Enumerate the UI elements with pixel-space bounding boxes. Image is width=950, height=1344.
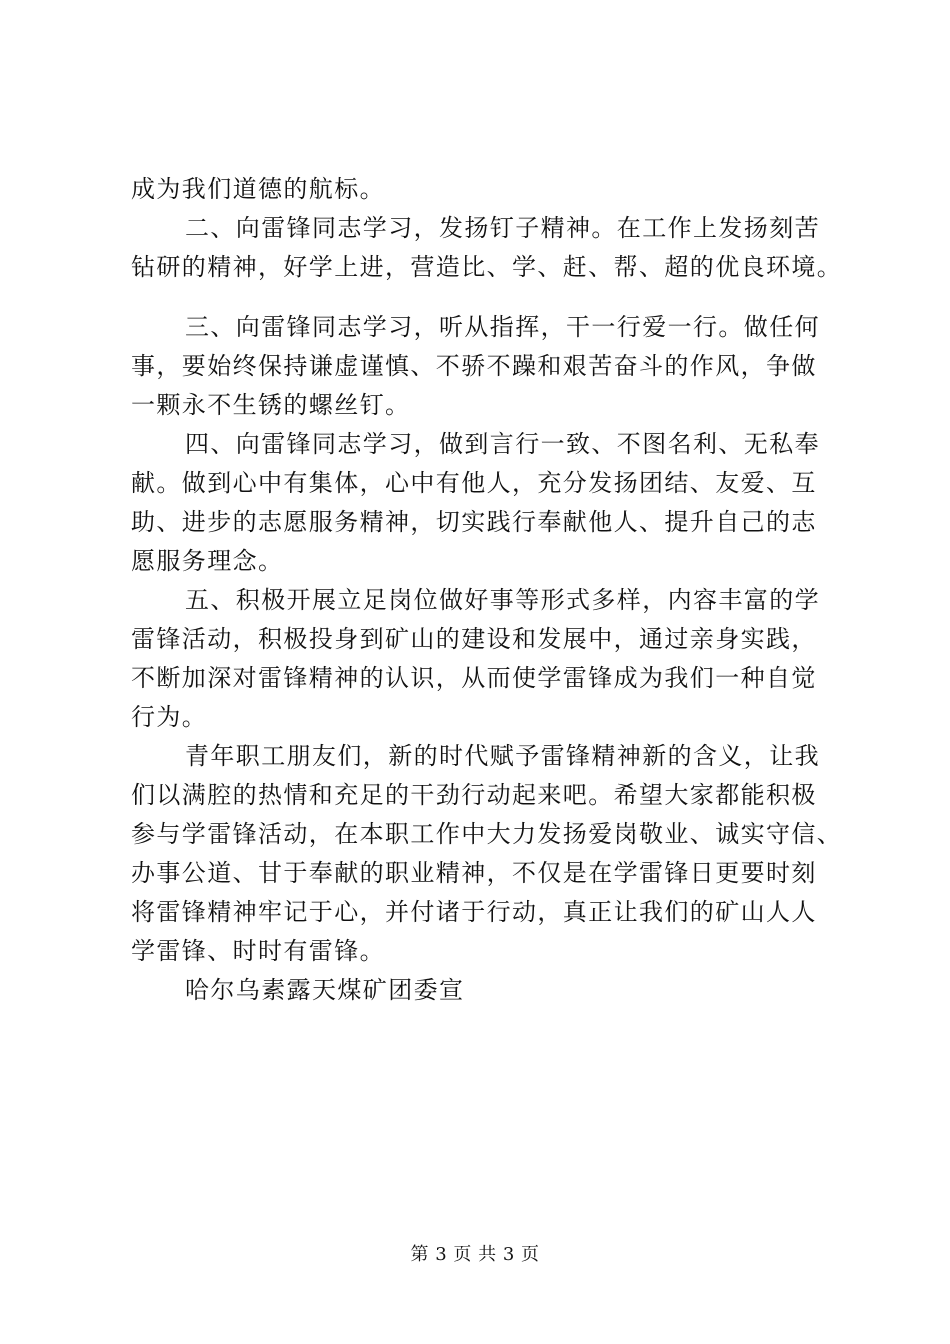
text-line: 二、向雷锋同志学习，发扬钉子精神。在工作上发扬刻苦: [185, 214, 820, 242]
text-line: 参与学雷锋活动，在本职工作中大力发扬爱岗敬业、诚实守信、: [131, 820, 843, 848]
text-line: 雷锋活动，积极投身到矿山的建设和发展中，通过亲身实践，: [131, 625, 817, 653]
text-line: 们以满腔的热情和充足的干劲行动起来吧。希望大家都能积极: [131, 781, 817, 809]
text-line: 学雷锋、时时有雷锋。: [131, 937, 385, 965]
text-line: 事，要始终保持谦虚谨慎、不骄不躁和艰苦奋斗的作风，争做: [131, 352, 817, 380]
text-line: 成为我们道德的航标。: [131, 175, 385, 203]
text-line: 钻研的精神，好学上进，营造比、学、赶、帮、超的优良环境。: [131, 253, 843, 281]
signature-line: 哈尔乌素露天煤矿团委宣: [185, 976, 465, 1004]
text-line: 愿服务理念。: [131, 547, 284, 575]
page-number-footer: 第 3 页 共 3 页: [410, 1244, 540, 1265]
text-line: 青年职工朋友们，新的时代赋予雷锋精神新的含义，让我: [185, 742, 820, 770]
text-line: 四、向雷锋同志学习，做到言行一致、不图名利、无私奉: [185, 430, 820, 458]
text-line: 行为。: [131, 703, 208, 731]
text-line: 助、进步的志愿服务精神，切实践行奉献他人、提升自己的志: [131, 508, 817, 536]
text-line: 献。做到心中有集体，心中有他人，充分发扬团结、友爱、互: [131, 469, 817, 497]
text-line: 三、向雷锋同志学习，听从指挥，干一行爱一行。做任何: [185, 313, 820, 341]
text-line: 一颗永不生锈的螺丝钉。: [131, 391, 411, 419]
text-line: 办事公道、甘于奉献的职业精神，不仅是在学雷锋日更要时刻: [131, 859, 817, 887]
text-line: 五、积极开展立足岗位做好事等形式多样，内容丰富的学: [185, 586, 820, 614]
text-line: 将雷锋精神牢记于心，并付诸于行动，真正让我们的矿山人人: [131, 898, 817, 926]
text-line: 不断加深对雷锋精神的认识，从而使学雷锋成为我们一种自觉: [131, 664, 817, 692]
document-body: [131, 170, 851, 1010]
